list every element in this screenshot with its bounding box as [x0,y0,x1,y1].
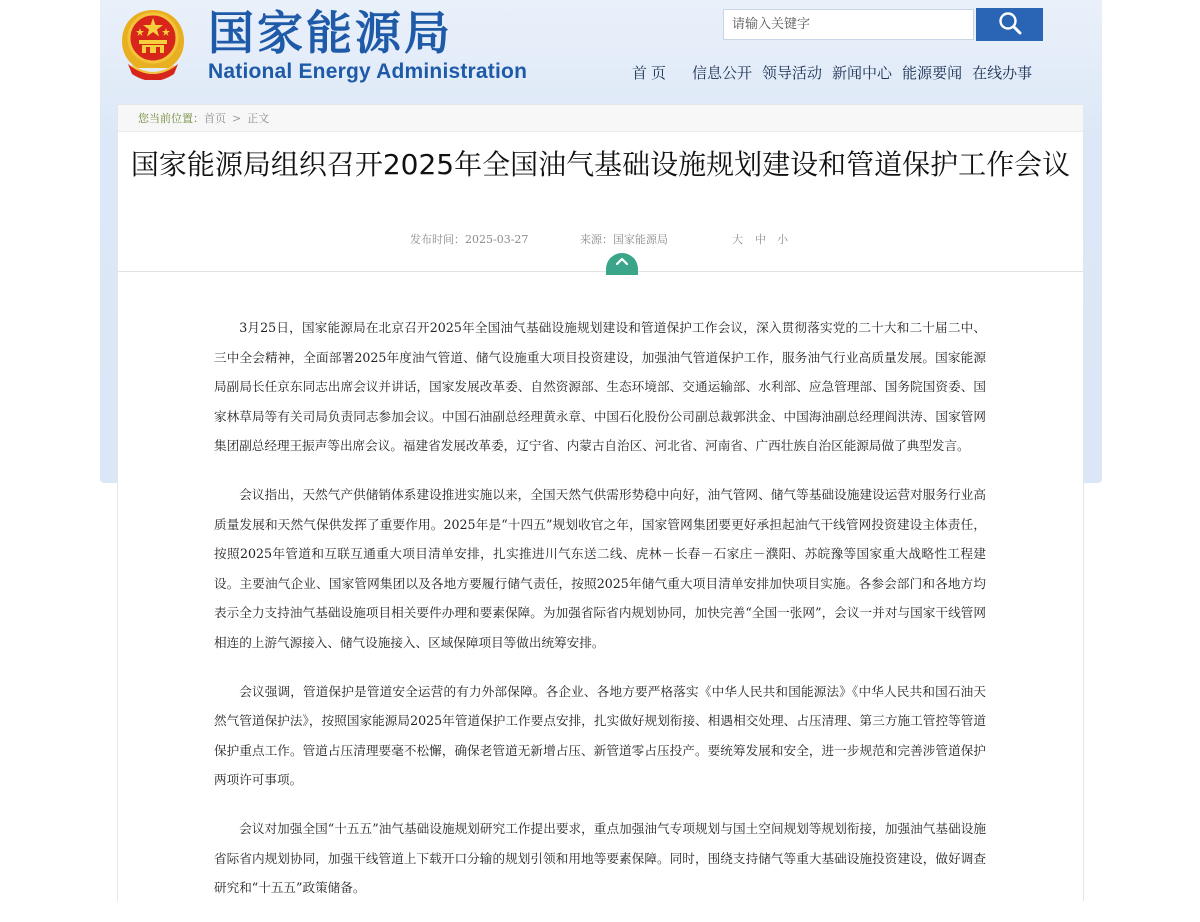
article-paragraph: 会议强调，管道保护是管道安全运营的有力外部保障。各企业、各地方要严格落实《中华人民共和国能源法》《中华人民共和国石油天然气管道保护法》，按照国家能源局2025年管道保护工作要点安排，扎实做好规划衔接、相遇相交处理、占压清理、第三方施工管控等管道保护重点工作。管道占压清理要毫不松懈，确保老管道无新增占压、新管道零占压投产。要统筹发展和安全，进一步规范和完善涉管道保护两项许可事项。 [214,683,986,788]
article-body [214,313,986,922]
publish-time [410,231,528,247]
publish-date: 2025-03-27 [465,233,529,246]
nav-item-home[interactable]: 首页 [632,63,671,82]
article-title: 国家能源局组织召开2025年全国油气基础设施规划建设和管道保护工作会议 [130,148,1071,181]
breadcrumb-label: 您当前位置： [138,112,204,125]
article-meta [118,231,1083,249]
national-emblem-icon[interactable] [120,8,186,80]
breadcrumb [118,105,1083,132]
chevron-up-icon [614,253,630,272]
article-paragraph: 会议指出，天然气产供储销体系建设推进实施以来，全国天然气供需形势稳中向好，油气管网、储气等基础设施建设运营对服务行业高质量发展和天然气保供发挥了重要作用。2025年是“十四五”规划收官之年，国家管网集团要更好承担起油气干线管网投资建设主体责任，按照2025年管道和互联互通重大项目清单安排，扎实推进川气东送二线、虎林－长春－石家庄－濮阳、苏皖豫等国家重大战略性工程建设。主要油气企业、国家管网集团以及各地方要履行储气责任，按照2025年储气重大项目清单安排加快项目实施。各参会部门和各地方均表示全力支持油气基础设施项目相关要件办理和要素保障。为加强省际省内规划协同，加快完善“全国一张网”，会议一并对与国家干线管网相连的上游气源接入、储气设施接入、区域保障项目等做出统筹安排。 [214,486,986,650]
nav-item-leader-activities[interactable]: 领导活动 [762,63,823,82]
source-label: 来源： [580,233,613,246]
nav-item-energy-news[interactable]: 能源要闻 [902,63,963,82]
font-size-medium[interactable]: 中 [755,233,766,246]
font-size-large[interactable]: 大 [732,233,743,246]
search-input[interactable] [724,10,973,39]
breadcrumb-home-link[interactable]: 首页 [204,112,226,125]
site-header [100,0,1102,104]
article-card [117,104,1084,901]
nav-item-news-center[interactable]: 新闻中心 [832,63,893,82]
article-paragraph: 会议对加强全国“十五五”油气基础设施规划研究工作提出要求，重点加强油气专项规划与国土空间规划等规划衔接，加强油气基础设施省际省内规划协同，加强干线管道上下载开口分输的规划引领和用地等要素保障。同时，围绕支持储气等重大基础设施投资建设，做好调查研究和“十五五”政策储备。 [214,820,986,896]
nav-item-online-services[interactable]: 在线办事 [972,63,1033,82]
main-nav [628,58,1042,86]
breadcrumb-separator-icon: > [232,111,242,125]
breadcrumb-current: 正文 [247,112,270,125]
meta-divider [118,271,1083,272]
site-logo-chinese[interactable]: 国家能源局 [208,6,453,60]
nav-item-info-disclosure[interactable]: 信息公开 [692,63,753,82]
source [580,231,668,247]
search-button[interactable] [976,8,1043,41]
font-size-small[interactable]: 小 [777,233,788,246]
site-logo-english[interactable]: National Energy Administration [208,60,528,83]
article-paragraph: 3月25日，国家能源局在北京召开2025年全国油气基础设施规划建设和管道保护工作会议，深入贯彻落实党的二十大和二十届二中、三中全会精神，全面部署2025年度油气管道、储气设施重大项目投资建设，加强油气管道保护工作，服务油气行业高质量发展。国家能源局副局长任京东同志出席会议并讲话，国家发展改革委、自然资源部、生态环境部、交通运输部、水利部、应急管理部、国务院国资委、国家林草局等有关司局负责同志参加会议。中国石油副总经理黄永章、中国石化股份公司副总裁郭洪金、中国海油副总经理阎洪涛、国家管网集团副总经理王振声等出席会议。福建省发展改革委，辽宁省、内蒙古自治区、河北省、河南省、广西壮族自治区能源局做了典型发言。 [214,320,986,454]
collapse-toggle[interactable] [606,253,638,275]
publish-label: 发布时间： [410,233,465,246]
source-name: 国家能源局 [613,233,668,246]
search-box [723,9,974,40]
magnifier-icon [997,10,1023,40]
